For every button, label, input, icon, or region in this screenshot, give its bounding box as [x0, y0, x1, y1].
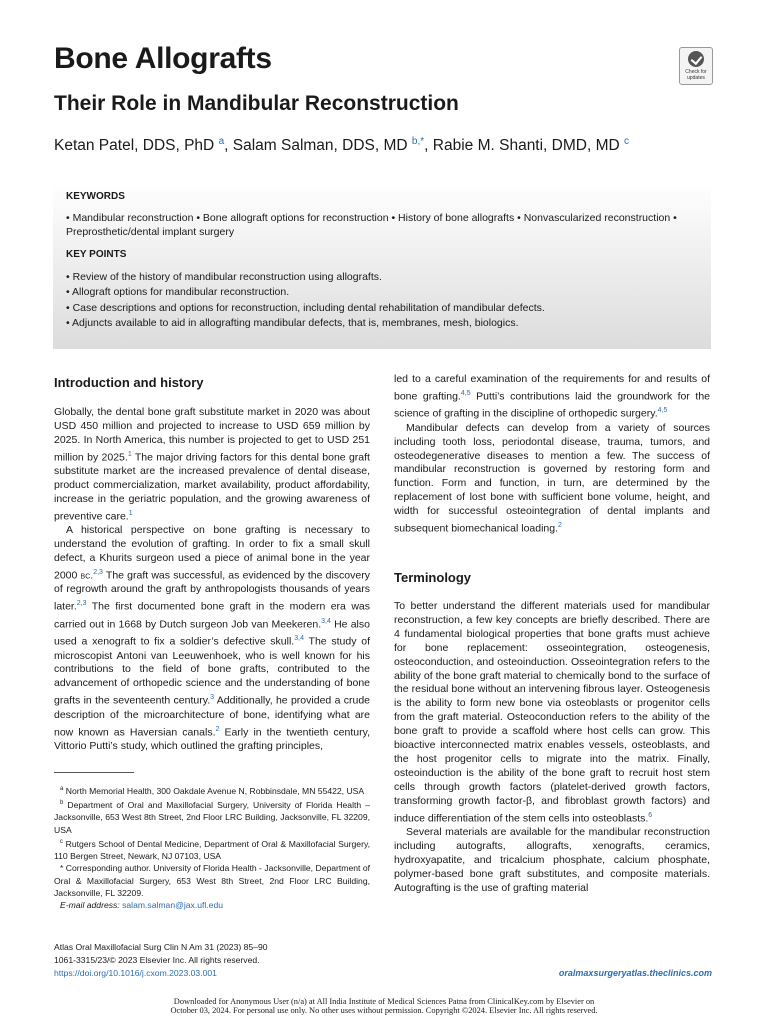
- check-badge-line2: updates: [687, 75, 705, 81]
- body-paragraph: A historical perspective on bone grafting is necessary to understand the evolution of grafting. In order to fix a small skull defect, a Khurits surgeon used a piece of animal bone in the year 2000 bc.$^{2,3}$ The graft was successful, as evidenced by the discovery of regrowth around the graft by anthropologists thousands of years later.$^{2,3}$ The first documented bone graft in the modern era was carried out in 1668 by Dutch surgeon Job van Meekeren.$^{3,4}$ He also used a xenograft to fix a soldier’s defective skull.$^{3,4}$ The study of microscopist Antoni van Leeuwenhoek, who is well known for his contributions to the field of bone grafts, contributed to the advancement of orthopedic science and the understanding of bone grafts in the seventeenth century.$^3$ Additionally, he provided a crude description of the microarchitecture of bone, identifying what are now known as Haversian canals.$^2$ Early in the twentieth century, Vittorio Putti’s study, which outlined the grafting principles,: [54, 524, 371, 752]
- key-point: • Review of the history of mandibular reconstruction using allografts.: [66, 270, 545, 285]
- author-name: Rabie M. Shanti, DMD, MD: [432, 137, 620, 155]
- affiliation-marker[interactable]: b,*: [411, 136, 425, 147]
- download-notice: Downloaded for Anonymous User (n/a) at All India Institute of Medical Sciences Patna from ClinicalKey.com by Elsevier on October 03, 2024. For personal use only. No other uses without permission. Copyright ©2024. Elsevier Inc. All rights reserved.: [170, 997, 598, 1015]
- keywords-box: [53, 181, 711, 349]
- body-paragraph: Mandibular defects can develop from a variety of sources including tooth loss, periodontal disease, trauma, tumors, and osteodegenerative diseases to mention a few. The success of mandibular reconstruction is governed by restoring form and function. Form and function, in turn, are determined by the replacement of lost bone with sufficient bone volume, height, and width for successful osteointegration of dental implants and subsequent biomechanical loading.$^2$: [394, 421, 710, 535]
- keyword: Mandibular reconstruction: [72, 212, 194, 224]
- right-column-text: [394, 373, 710, 536]
- journal-website-link[interactable]: oralmaxsurgeryatlas.theclinics.com: [558, 968, 712, 978]
- citation-ref[interactable]: 4,5: [657, 407, 668, 415]
- doi-link[interactable]: https://doi.org/10.1016/j.cxom.2023.03.001: [54, 968, 217, 978]
- keywords-list: • Mandibular reconstruction • Bone allograft options for reconstruction • History of bone allografts • Nonvascularized reconstruction • Preprosthetic/dental implant surgery: [66, 212, 677, 238]
- era-label: bc: [80, 569, 91, 582]
- affiliation-b: $^b$ Department of Oral and Maxillofacial Surgery, University of Florida Health – Jacksonville, 653 West 8th Street, 2nd Floor LRC Building, Jacksonville, FL 32209, USA: [54, 800, 370, 835]
- check-updates-icon: [688, 51, 704, 67]
- article-title: Bone Allografts: [54, 42, 272, 75]
- affiliation-marker[interactable]: c: [624, 136, 630, 147]
- key-point: • Adjuncts available to aid in allografting mandibular defects, that is, membranes, mesh, biologics.: [66, 316, 545, 331]
- citation-ref[interactable]: 1: [127, 450, 132, 458]
- affiliations: [54, 783, 370, 912]
- citation-ref[interactable]: 1: [128, 509, 133, 517]
- corresponding-author: * Corresponding author. University of Florida Health - Jacksonville, Department of Oral & Maxillofacial Surgery, 653 West 8th Street, 2nd Floor LRC Building, Jacksonville, FL 32209.: [54, 863, 370, 898]
- email-link[interactable]: salam.salman@jax.ufl.edu: [122, 900, 224, 911]
- body-paragraph: Globally, the dental bone graft substitute market in 2020 was about USD 450 million and projected to increase to USD 659 million by 2025. In North America, this number is projected to get to USD 251 million by 2025.$^1$ The major driving factors for this dental bone graft substitute market are the increased prevalence of dental disease, product commercialization, market availability, product affordability, increase in the geriatric population, and the growing awareness of preventive care.$^1$: [54, 406, 370, 523]
- keyword: History of bone allografts: [398, 212, 515, 224]
- key-points-heading: KEY POINTS: [66, 249, 127, 260]
- keyword: Preprosthetic/dental implant surgery: [66, 226, 235, 238]
- affiliation-a: $^a$ North Memorial Health, 300 Oakdale Avenue N, Robbinsdale, MN 55422, USA: [60, 785, 365, 796]
- left-column-text: [54, 406, 370, 754]
- body-paragraph: led to a careful examination of the requirements for and results of bone grafting.$^{4,5}$ Putti’s contributions laid the groundwork for the science of grafting in the discipline of orthopedic surgery.$^{4,5}$: [394, 373, 711, 420]
- citation-ref[interactable]: 2: [558, 522, 562, 530]
- keyword: Nonvascularized reconstruction: [523, 212, 671, 224]
- author-list: Ketan Patel, DDS, PhD $^a$, Salam Salman, DDS, MD $^{b,*}$, Rabie M. Shanti, DMD, MD $^c$: [54, 136, 630, 155]
- journal-citation: Atlas Oral Maxillofacial Surg Clin N Am 31 (2023) 85–90: [54, 942, 268, 952]
- citation-ref[interactable]: 3: [210, 694, 215, 702]
- citation-ref[interactable]: 6: [648, 811, 653, 819]
- author-name: Salam Salman, DDS, MD: [232, 137, 408, 155]
- citation-ref[interactable]: 2: [215, 725, 220, 733]
- key-points-list: [66, 270, 545, 331]
- key-point: • Allograft options for mandibular reconstruction.: [66, 285, 545, 300]
- section-heading-terminology: Terminology: [394, 570, 472, 585]
- author-name: Ketan Patel, DDS, PhD: [54, 137, 215, 155]
- copyright-line: 1061-3315/23/© 2023 Elsevier Inc. All rights reserved.: [54, 955, 260, 965]
- footnote-divider: [54, 772, 134, 773]
- email-line: E-mail address: salam.salman@jax.ufl.edu: [60, 900, 224, 911]
- journal-info: [54, 941, 268, 980]
- section-heading-introduction: Introduction and history: [54, 375, 204, 390]
- check-for-updates-badge[interactable]: [679, 47, 713, 85]
- citation-ref[interactable]: 4,5: [460, 389, 471, 397]
- keyword: Bone allograft options for reconstruction: [202, 212, 389, 224]
- article-subtitle: Their Role in Mandibular Reconstruction: [54, 92, 459, 115]
- citation-ref[interactable]: 2,3: [93, 568, 103, 576]
- affiliation-c: $^c$ Rutgers School of Dental Medicine, Department of Oral & Maxillofacial Surgery, 110 Bergen Street, Newark, NJ 07103, USA: [54, 838, 370, 862]
- key-point: • Case descriptions and options for reconstruction, including dental rehabilitation of mandibular defects.: [66, 301, 545, 316]
- terminology-text: [394, 600, 710, 896]
- affiliation-marker[interactable]: a: [218, 136, 225, 147]
- citation-ref[interactable]: 3,4: [321, 617, 331, 625]
- citation-ref[interactable]: 3,4: [294, 635, 304, 643]
- citation-ref[interactable]: 2,3: [76, 600, 87, 608]
- body-paragraph: To better understand the different materials used for mandibular reconstruction, a few key concepts are briefly described. There are 4 fundamental biological properties that bone grafts must achieve for bone replacement: osseointegration, osteogenesis, osteoconduction, and osteoinduction. Osseointegration refers to the ability of the bone graft material to chemically bond to the surface of the residual bone without an intervening fibrous layer. Osteogenesis is the ability to form new bone via osteoblasts or progenitor cells from the graft material. Osteoconduction refers to the ability of the bone graft to provide a scaffold where host cells can grow. This bioactive interconnected matrix enables vessels, osteoblasts, and the host progenitor cells to migrate into the matrix. Finally, osteoinduction is the ability of the bone graft to recruit host stem cells through growth factors (platelet-derived growth factors, transforming growth factor-β, and fibroblast growth factors) and induce differentiation of the stem cells into osteoblasts.$^6$: [394, 600, 710, 825]
- keywords-heading: KEYWORDS: [66, 191, 125, 202]
- check-badge-line1: Check for: [685, 69, 707, 75]
- body-paragraph: Several materials are available for the mandibular reconstruction including autografts, allografts, xenografts, ceramics, hydroxyapatite, and tricalcium phosphate, calcium phosphate, polymer-based bone graft substitutes, and composite materials. Autografting is the use of grafting material: [394, 826, 710, 894]
